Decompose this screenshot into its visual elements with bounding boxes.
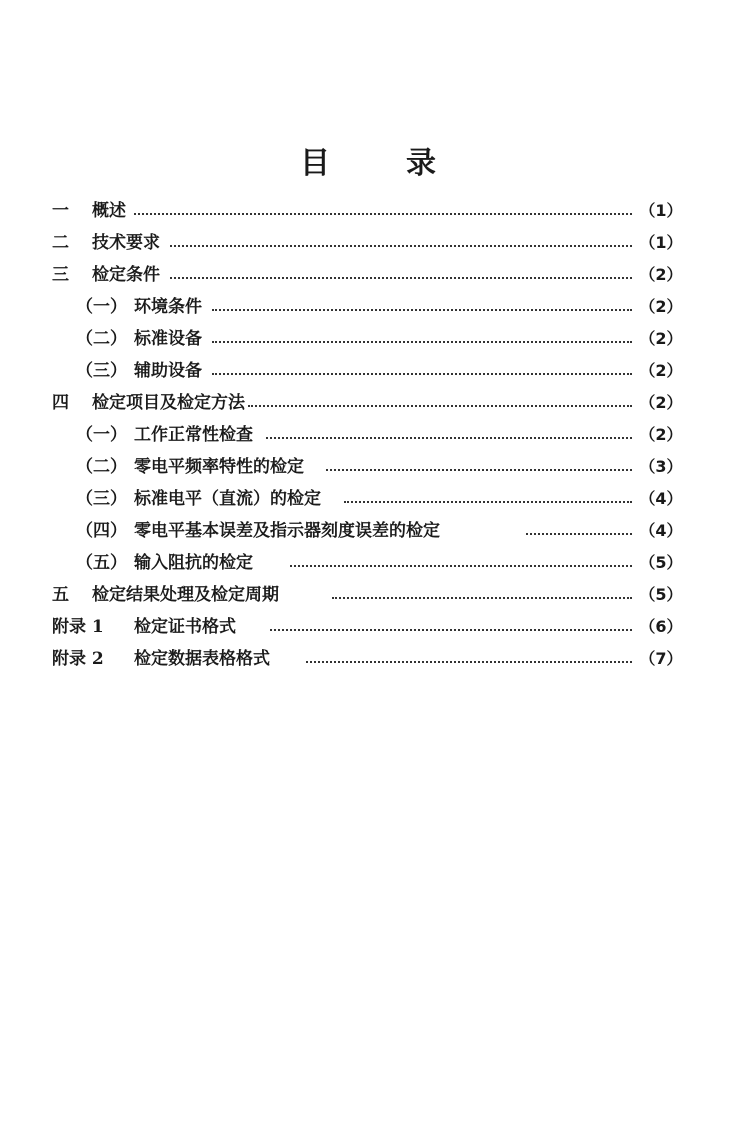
toc-entry-page: （2） [639, 329, 683, 348]
toc-leader-dots [526, 533, 632, 535]
toc-leader-dots [170, 277, 632, 279]
toc-entry-page: （3） [639, 457, 683, 476]
toc-entry-label: 环境条件 [134, 297, 202, 317]
toc-entry[interactable] [0, 580, 738, 610]
toc-entry[interactable] [0, 388, 738, 418]
toc-entry-number: （二） [76, 457, 127, 477]
toc-entry-page: （4） [639, 489, 683, 508]
toc-entry-number: 二 [52, 233, 69, 253]
toc-entry-page: （5） [639, 585, 683, 604]
toc-leader-dots [290, 565, 632, 567]
toc-entry-number: （一） [76, 297, 127, 317]
toc-entry-page: （7） [639, 649, 683, 668]
toc-entry-page: （2） [639, 393, 683, 412]
toc-entry-number: （二） [76, 329, 127, 349]
toc-entry-label: 工作正常性检查 [134, 425, 253, 445]
toc-entry-page: （2） [639, 297, 683, 316]
toc-entry-label: 输入阻抗的检定 [134, 553, 253, 573]
toc-entry-label: 检定证书格式 [134, 617, 236, 637]
toc-entry[interactable] [0, 228, 738, 258]
toc-entry-page: （4） [639, 521, 683, 540]
toc-entry-page: （2） [639, 425, 683, 444]
toc-entry-page: （2） [639, 361, 683, 380]
toc-entry-number: 附录 2 [52, 649, 104, 669]
toc-entry-number: （四） [76, 521, 127, 541]
toc-leader-dots [212, 341, 632, 343]
toc-entry[interactable] [0, 356, 738, 386]
toc-entry-number: 一 [52, 201, 69, 221]
toc-entry-label: 标准设备 [134, 329, 202, 349]
toc-entry-label: 检定条件 [92, 265, 160, 285]
toc-entry-page: （6） [639, 617, 683, 636]
toc-entry-number: （三） [76, 361, 127, 381]
toc-entry[interactable] [0, 292, 738, 322]
toc-entry[interactable] [0, 452, 738, 482]
toc-entry[interactable] [0, 420, 738, 450]
toc-entry-label: 检定项目及检定方法 [92, 393, 245, 413]
toc-leader-dots [170, 245, 632, 247]
toc-leader-dots [212, 309, 632, 311]
toc-leader-dots [266, 437, 632, 439]
toc-leader-dots [306, 661, 632, 663]
toc-leader-dots [212, 373, 632, 375]
toc-entry-number: 三 [52, 265, 69, 285]
toc-leader-dots [270, 629, 632, 631]
title-char-2: 录 [406, 146, 436, 181]
toc-leader-dots [326, 469, 632, 471]
toc-entry-number: 五 [52, 585, 69, 605]
toc-entry-label: 标准电平（直流）的检定 [134, 489, 321, 509]
toc-entry[interactable] [0, 644, 738, 674]
toc-entry[interactable] [0, 548, 738, 578]
toc-entry-label: 检定数据表格格式 [134, 649, 270, 669]
toc-leader-dots [332, 597, 632, 599]
toc-leader-dots [134, 213, 632, 215]
toc-entry-label: 辅助设备 [134, 361, 202, 381]
toc-leader-dots [344, 501, 632, 503]
toc-entry-page: （2） [639, 265, 683, 284]
toc-entry-number: （五） [76, 553, 127, 573]
toc-entry[interactable] [0, 516, 738, 546]
toc-entry-page: （1） [639, 233, 683, 252]
toc-entry-number: （一） [76, 425, 127, 445]
toc-entry-page: （5） [639, 553, 683, 572]
toc-entry[interactable] [0, 196, 738, 226]
toc-entry[interactable] [0, 324, 738, 354]
toc-entry-label: 零电平频率特性的检定 [134, 457, 304, 477]
toc-entry-label: 技术要求 [92, 233, 160, 253]
toc-entry[interactable] [0, 484, 738, 514]
toc-entry-label: 概述 [92, 201, 126, 221]
toc-entry-number: （三） [76, 489, 127, 509]
toc-entry[interactable] [0, 612, 738, 642]
toc-entry-number: 附录 1 [52, 617, 104, 637]
toc-entry-label: 检定结果处理及检定周期 [92, 585, 279, 605]
toc-entry-number: 四 [52, 393, 69, 413]
toc-entry-label: 零电平基本误差及指示器刻度误差的检定 [134, 521, 440, 541]
title-char-1: 目 [300, 146, 330, 181]
toc-leader-dots [248, 405, 632, 407]
toc-entry-page: （1） [639, 201, 683, 220]
toc-entry[interactable] [0, 260, 738, 290]
